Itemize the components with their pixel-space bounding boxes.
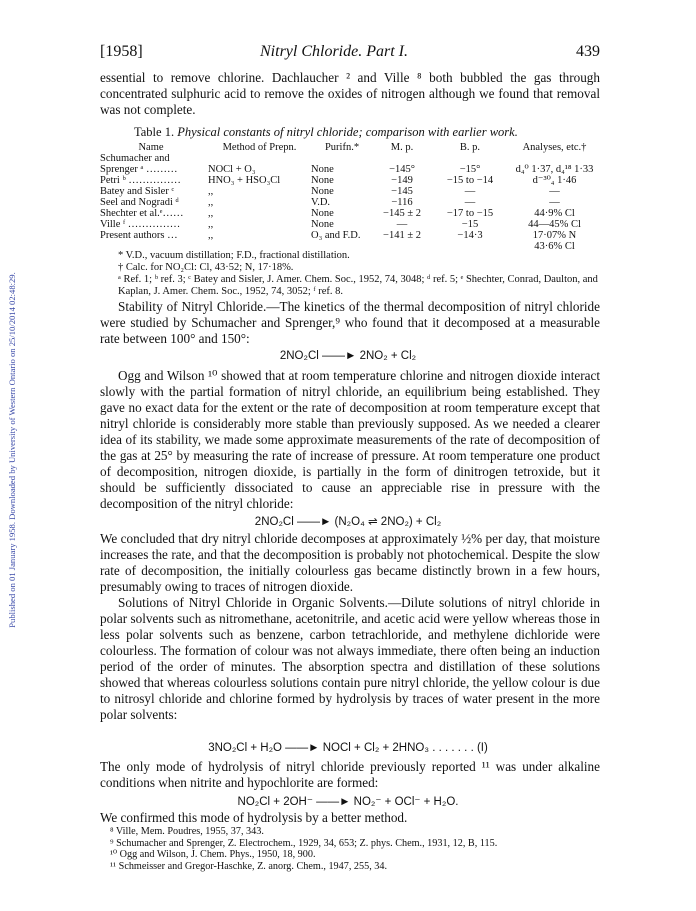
table-cell: ,, [208, 208, 214, 219]
col-header: Name [138, 142, 164, 153]
stability-paragraph: Stability of Nitryl Chloride.—The kinetics of the thermal decomposition of nitryl chloride were studied by Schumacher and Sprenger,⁹ who found that it decomposed at a measurable rate between 100° and 150°: [100, 299, 600, 346]
publication-sidebar [0, 0, 30, 911]
table-row [100, 230, 600, 241]
table-row [100, 153, 600, 164]
table-cell: −116 [391, 197, 413, 208]
table-cell: — [396, 219, 408, 230]
table-cell: None [311, 175, 334, 186]
table-cell [509, 153, 600, 164]
table-cell: ,, [208, 219, 214, 230]
conclusion-paragraph: We concluded that dry nitryl chloride decomposes at approximately ½% per day, that moisture increases the rate, and that the decomposition is probably not photochemical. Despite the slow rate of decomposition, the initially colourless gas became distinctly brown in a few hours, presumably owing to traces of nitrogen dioxide. [100, 531, 600, 594]
hydrolysis-paragraph: The only mode of hydrolysis of nitryl chloride previously reported ¹¹ was under alkaline conditions when nitrite and hypochlorite are formed: [100, 759, 600, 790]
table-cell: −145 [391, 186, 413, 197]
table-cell: V.D. [311, 197, 331, 208]
footnote: ¹⁰ Ogg and Wilson, J. Chem. Phys., 1950, 18, 900. [110, 849, 316, 860]
table-cell [311, 153, 373, 164]
header-year: [1958] [100, 43, 143, 60]
footnote: ¹¹ Schmeisser and Gregor-Haschke, Z. anorg. Chem., 1947, 255, 34. [110, 860, 388, 872]
table-cell: Seel and Nogradi ᵈ [100, 197, 179, 208]
col-header: M. p. [390, 142, 414, 153]
table-cell: d₄⁰ 1·37, d₄¹⁸ 1·33 [515, 164, 594, 175]
ogg-paragraph: Ogg and Wilson ¹⁰ showed that at room temperature chlorine and nitrogen dioxide interact slowly with the partial formation of nitryl chloride, an equilibrium being established. They gave no exact data for the extent or the rate of decomposition at room temperature except that nitryl chloride is considerably more stable than previously supposed. As we needed a clearer idea of its stability, we made some approximate measurements of the rate of decomposition of the gas at 25° by measuring the rate of increase of pressure. At room temperature one product of decomposition, nitrogen dioxide, is partially in the form of dinitrogen tetroxide, but it should be sufficiently dissociated to cause an appreciable rise in pressure with the decomposition of the nitryl chloride: [100, 368, 600, 511]
table-cell: −15° [459, 164, 481, 175]
table-row [100, 164, 600, 175]
table-cell: 44—45% Cl [528, 219, 581, 230]
table-cell: Petri ᵇ …………… [100, 175, 181, 186]
table-cell: — [464, 197, 476, 208]
footnote: ⁸ Ville, Mem. Poudres, 1955, 37, 343. [110, 826, 264, 837]
intro-paragraph: essential to remove chlorine. Dachlaucher ² and Ville ⁸ both bubbled the gas through concentrated sulphuric acid to remove the oxides of nitrogen although we found that removal was not complete. [100, 70, 600, 117]
table-row [100, 208, 600, 219]
table-row [100, 197, 600, 208]
table-cell: −15 [461, 219, 479, 230]
table-row [100, 175, 600, 186]
col-header: Analyses, etc.† [522, 142, 587, 153]
header-title: Nitryl Chloride. Part I. [260, 43, 408, 60]
table-cell: 43·6% Cl [534, 241, 575, 252]
header-page-number: 439 [576, 43, 600, 60]
col-header: B. p. [459, 142, 481, 153]
table-cell: −149 [391, 175, 413, 186]
table-cell: None [311, 219, 334, 230]
table-cell: None [311, 208, 334, 219]
table-note: ᵃ Ref. 1; ᵇ ref. 3; ᶜ Batey and Sisler, J. Amer. Chem. Soc., 1952, 74, 3048; ᵈ ref. 5; ᵉ Shechter, Conrad, Daulton, and Kaplan, J. Amer. Chem. Soc., 1952, 74, 3052; ᶠ ref. 8. [118, 274, 598, 297]
footnote: ⁹ Schumacher and Sprenger, Z. Electrochem., 1929, 34, 653; Z. phys. Chem., 1931, 12, B, 115. [110, 837, 498, 849]
table-note: † Calc. for NO₂Cl: Cl, 43·52; N, 17·18%. [118, 262, 294, 273]
table-cell: −17 to −15 [446, 208, 494, 219]
table-cell: Present authors … [100, 230, 178, 241]
table-cell: — [549, 186, 560, 197]
table-cell [431, 153, 509, 164]
col-header: Purifn.* [324, 142, 360, 153]
equation-3: 3NO₂Cl + H₂O ——► NOCl + Cl₂ + 2HNO₃ . . . . . . . (I) [208, 742, 488, 754]
table-cell: Schumacher and [100, 153, 170, 164]
table-cell: −15 to −14 [446, 175, 494, 186]
table-cell: d⁻³⁰₄ 1·46 [532, 175, 577, 186]
table-cell: ,, [208, 186, 214, 197]
table-cell: ,, [208, 197, 214, 208]
table-caption-title: Physical constants of nitryl chloride; comparison with earlier work. [177, 125, 518, 139]
table-cell: ,, [208, 230, 214, 241]
table-notes [100, 250, 600, 298]
table-cell [202, 153, 311, 164]
table-cell: Ville ᶠ …………… [100, 219, 181, 230]
table-cell: 17·07% N [532, 230, 577, 241]
table-cell: — [464, 186, 476, 197]
sidebar-text: Published on 01 January 1958. Downloaded by University of Western Ontario on 25/10/2014 02:48:29. [7, 272, 17, 628]
solutions-paragraph: Solutions of Nitryl Chloride in Organic Solvents.—Dilute solutions of nitryl chloride in polar solvents such as nitromethane, acetonitrile, and acetic acid were yellow whereas those in less polar solvents such as benzene, carbon tetrachloride, and methylene dichloride were colourless. The formation of colour was not always immediate, there often being an induction period of the order of minutes. The absorption spectra and distillation of these solutions showed that whereas colourless solutions contain pure nitryl chloride, the yellow colour is due to nitrosyl chloride and chlorine formed by hydrolysis by traces of water present in the more polar solvents: [100, 595, 600, 722]
confirmed-paragraph: We confirmed this mode of hydrolysis by a better method. [100, 810, 408, 825]
table-cell: None [311, 186, 334, 197]
table-body [100, 153, 600, 252]
table-cell: Batey and Sisler ᶜ [100, 186, 175, 197]
table-cell: −141 ± 2 [383, 230, 421, 241]
table-cell: −145° [389, 164, 415, 175]
table-cell: O₃ and F.D. [311, 230, 361, 241]
table-cell: — [549, 197, 560, 208]
footnotes [110, 826, 610, 872]
page-header [100, 43, 600, 63]
physical-constants-table [100, 142, 600, 252]
table-cell: Sprenger ᵃ ……… [100, 164, 178, 175]
table-cell: −145 ± 2 [383, 208, 421, 219]
table-cell: None [311, 164, 334, 175]
table-cell: NOCl + O₃ [208, 164, 256, 175]
table-cell: −14·3 [457, 230, 483, 241]
equation-4: NO₂Cl + 2OH⁻ ——► NO₂⁻ + OCl⁻ + H₂O. [237, 796, 459, 808]
table-cell: HNO₃ + HSO₃Cl [208, 175, 281, 186]
table-caption-label: Table 1. [134, 125, 175, 139]
table-cell: Shechter et al.ᵉ…… [100, 208, 184, 219]
equation-1: 2NO₂Cl ——► 2NO₂ + Cl₂ [279, 350, 417, 362]
table-note: * V.D., vacuum distillation; F.D., fractional distillation. [118, 250, 350, 261]
equation-2: 2NO₂Cl ——► (N₂O₄ ⇌ 2NO₂) + Cl₂ [254, 516, 442, 528]
table-header-row [100, 142, 600, 153]
table-cell [373, 153, 431, 164]
table-row [100, 186, 600, 197]
table-cell: 44·9% Cl [534, 208, 575, 219]
table-caption [134, 125, 518, 140]
table-row [100, 219, 600, 230]
col-header: Method of Prepn. [222, 142, 297, 153]
